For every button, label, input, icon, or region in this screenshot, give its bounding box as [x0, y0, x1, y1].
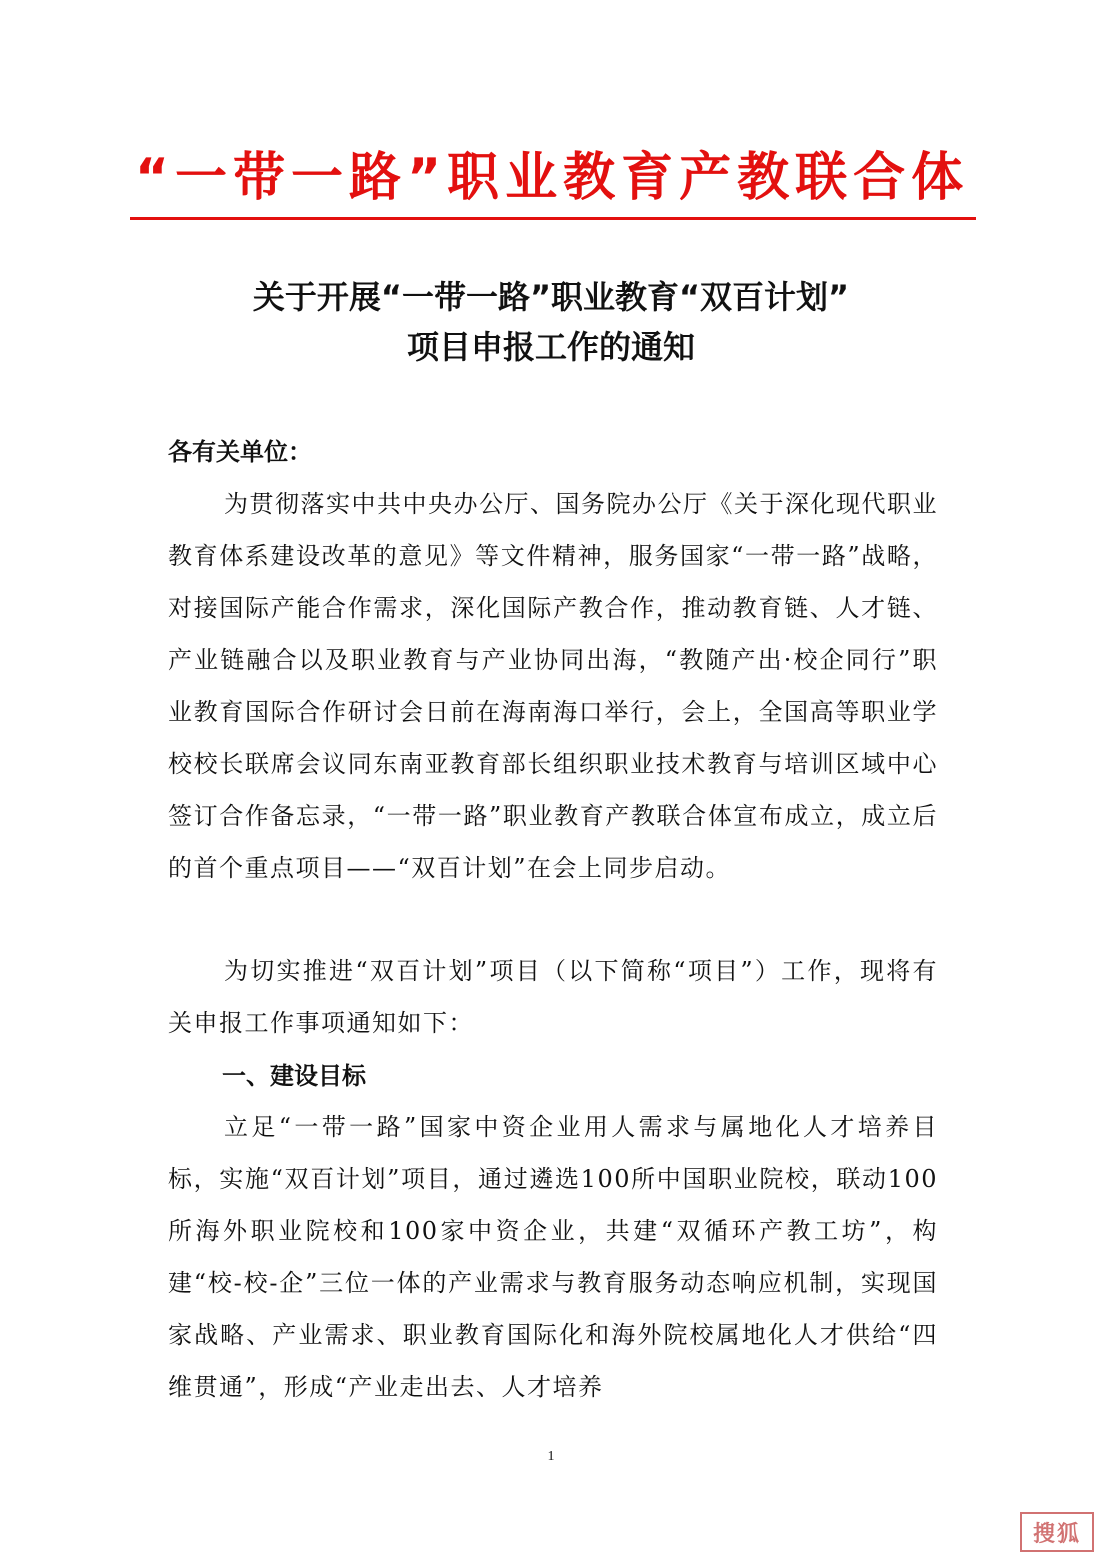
section-1-heading: 一、建设目标	[222, 1062, 366, 1090]
page-number: 1	[547, 1449, 555, 1464]
section-1-body	[168, 1101, 938, 1413]
paragraph-background	[168, 478, 938, 894]
paragraph-1-text: 为贯彻落实中共中央办公厅、国务院办公厅《关于深化现代职业教育体系建设改革的意见》等文件精神，服务国家“一带一路”战略，对接国际产能合作需求，深化国际产教合作，推动教育链、人才链、产业链融合以及职业教育与产业协同出海，“教随产出·校企同行”职业教育国际合作研讨会日前在海南海口举行，会上，全国高等职业学校校长联席会议同东南亚教育部长组织职业技术教育与培训区域中心签订合作备忘录，“一带一路”职业教育产教联合体宣布成立，成立后的首个重点项目——“双百计划”在会上同步启动。	[168, 490, 938, 882]
organization-masthead: “一带一路”职业教育产教联合体	[134, 148, 970, 208]
paragraph-purpose	[168, 945, 938, 1049]
salutation: 各有关单位：	[168, 437, 312, 466]
watermark-stamp: 搜狐	[1020, 1512, 1094, 1552]
section-1-paragraph-text: 立足“一带一路”国家中资企业用人需求与属地化人才培养目标，实施“双百计划”项目，通过遴选100所中国职业院校，联动100所海外职业院校和100家中资企业，共建“双循环产教工坊”，构建“校-校-企”三位一体的产业需求与教育服务动态响应机制，实现国家战略、产业需求、职业教育国际化和海外院校属地化人才供给“四维贯通”，形成“产业走出去、人才培养	[168, 1113, 938, 1401]
masthead-divider	[130, 217, 976, 220]
notice-title-line-1: 关于开展“一带一路”职业教育“双百计划”	[252, 278, 850, 316]
notice-title-line-2: 项目申报工作的通知	[406, 328, 695, 366]
paragraph-2-text: 为切实推进“双百计划”项目（以下简称“项目”）工作，现将有关申报工作事项通知如下：	[168, 957, 938, 1037]
